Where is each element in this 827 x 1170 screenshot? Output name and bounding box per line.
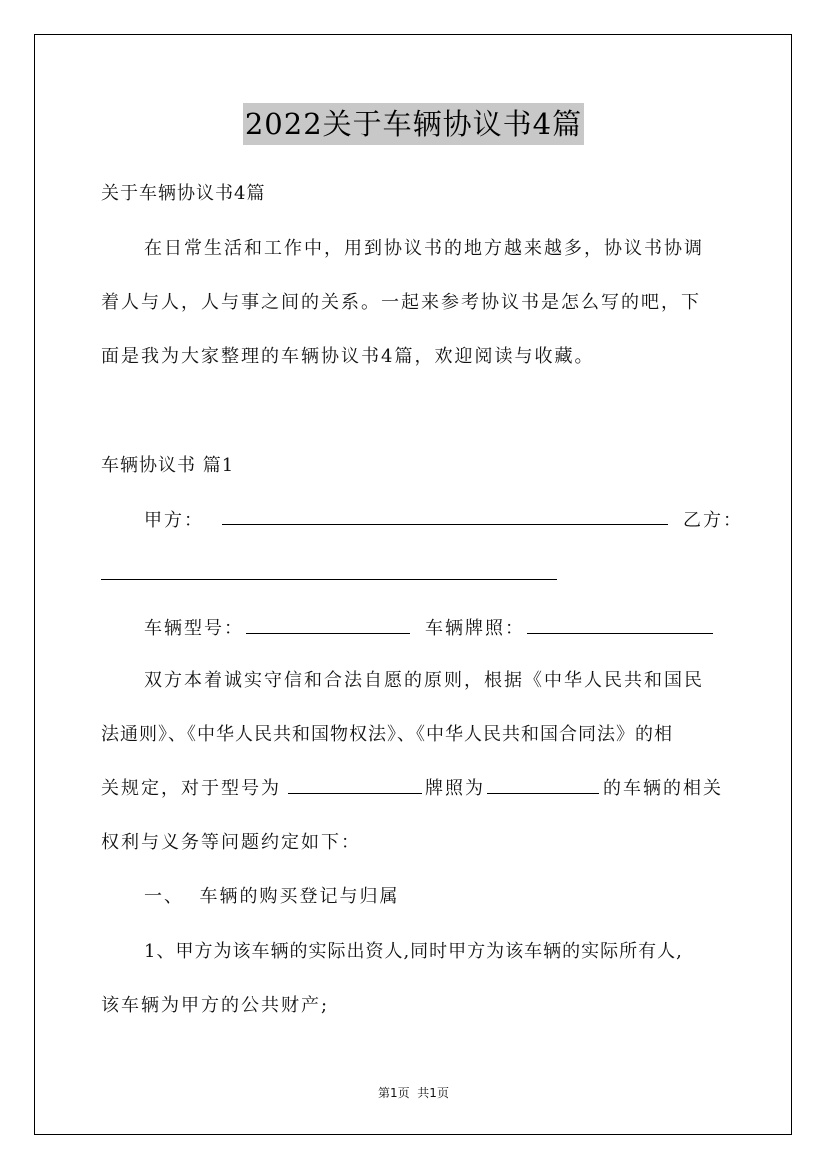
vehicle-plate-label: 车辆牌照：: [425, 618, 525, 639]
party-a-blank: [222, 506, 668, 525]
clause-heading: 一、 车辆的购买登记与归属: [144, 886, 400, 907]
intro-line-3: 面是我为大家整理的车辆协议书4篇，欢迎阅读与收藏。: [101, 346, 595, 367]
principle-line-2: 法通则》、《中华人民共和国物权法》、《中华人民共和国合同法》的相: [101, 724, 673, 745]
model-blank: [288, 775, 422, 794]
model-line-before: 关规定，对于型号为: [101, 778, 281, 799]
plate-blank: [487, 775, 599, 794]
vehicle-model-blank: [246, 615, 410, 634]
clause-1-line-2: 该车辆为甲方的公共财产;: [101, 995, 330, 1016]
party-b-label: 乙方：: [683, 510, 743, 531]
intro-line-1: 在日常生活和工作中，用到协议书的地方越来越多，协议书协调: [144, 238, 704, 259]
intro-line-2: 着人与人，人与事之间的关系。一起来参考协议书是怎么写的吧，下: [101, 292, 701, 313]
page-footer: 第1页 共1页: [378, 1086, 449, 1100]
principle-end: 权利与义务等问题约定如下：: [101, 832, 361, 853]
model-line-after: 的车辆的相关: [603, 778, 723, 799]
subtitle: 关于车辆协议书4篇: [101, 183, 266, 204]
document-title: [0, 103, 827, 145]
clause-1-line-1: 1、甲方为该车辆的实际出资人,同时甲方为该车辆的实际所有人,: [144, 941, 683, 962]
party-b-blank: [101, 561, 557, 580]
principle-line-1: 双方本着诚实守信和合法自愿的原则，根据《中华人民共和国民: [144, 670, 704, 691]
vehicle-plate-blank: [527, 615, 713, 634]
party-a-label: 甲方：: [144, 510, 204, 531]
vehicle-model-label: 车辆型号：: [144, 618, 244, 639]
document-title-text: 2022关于车辆协议书4篇: [243, 103, 584, 145]
section-heading: 车辆协议书 篇1: [101, 455, 235, 476]
model-line-middle: 牌照为: [425, 778, 485, 799]
